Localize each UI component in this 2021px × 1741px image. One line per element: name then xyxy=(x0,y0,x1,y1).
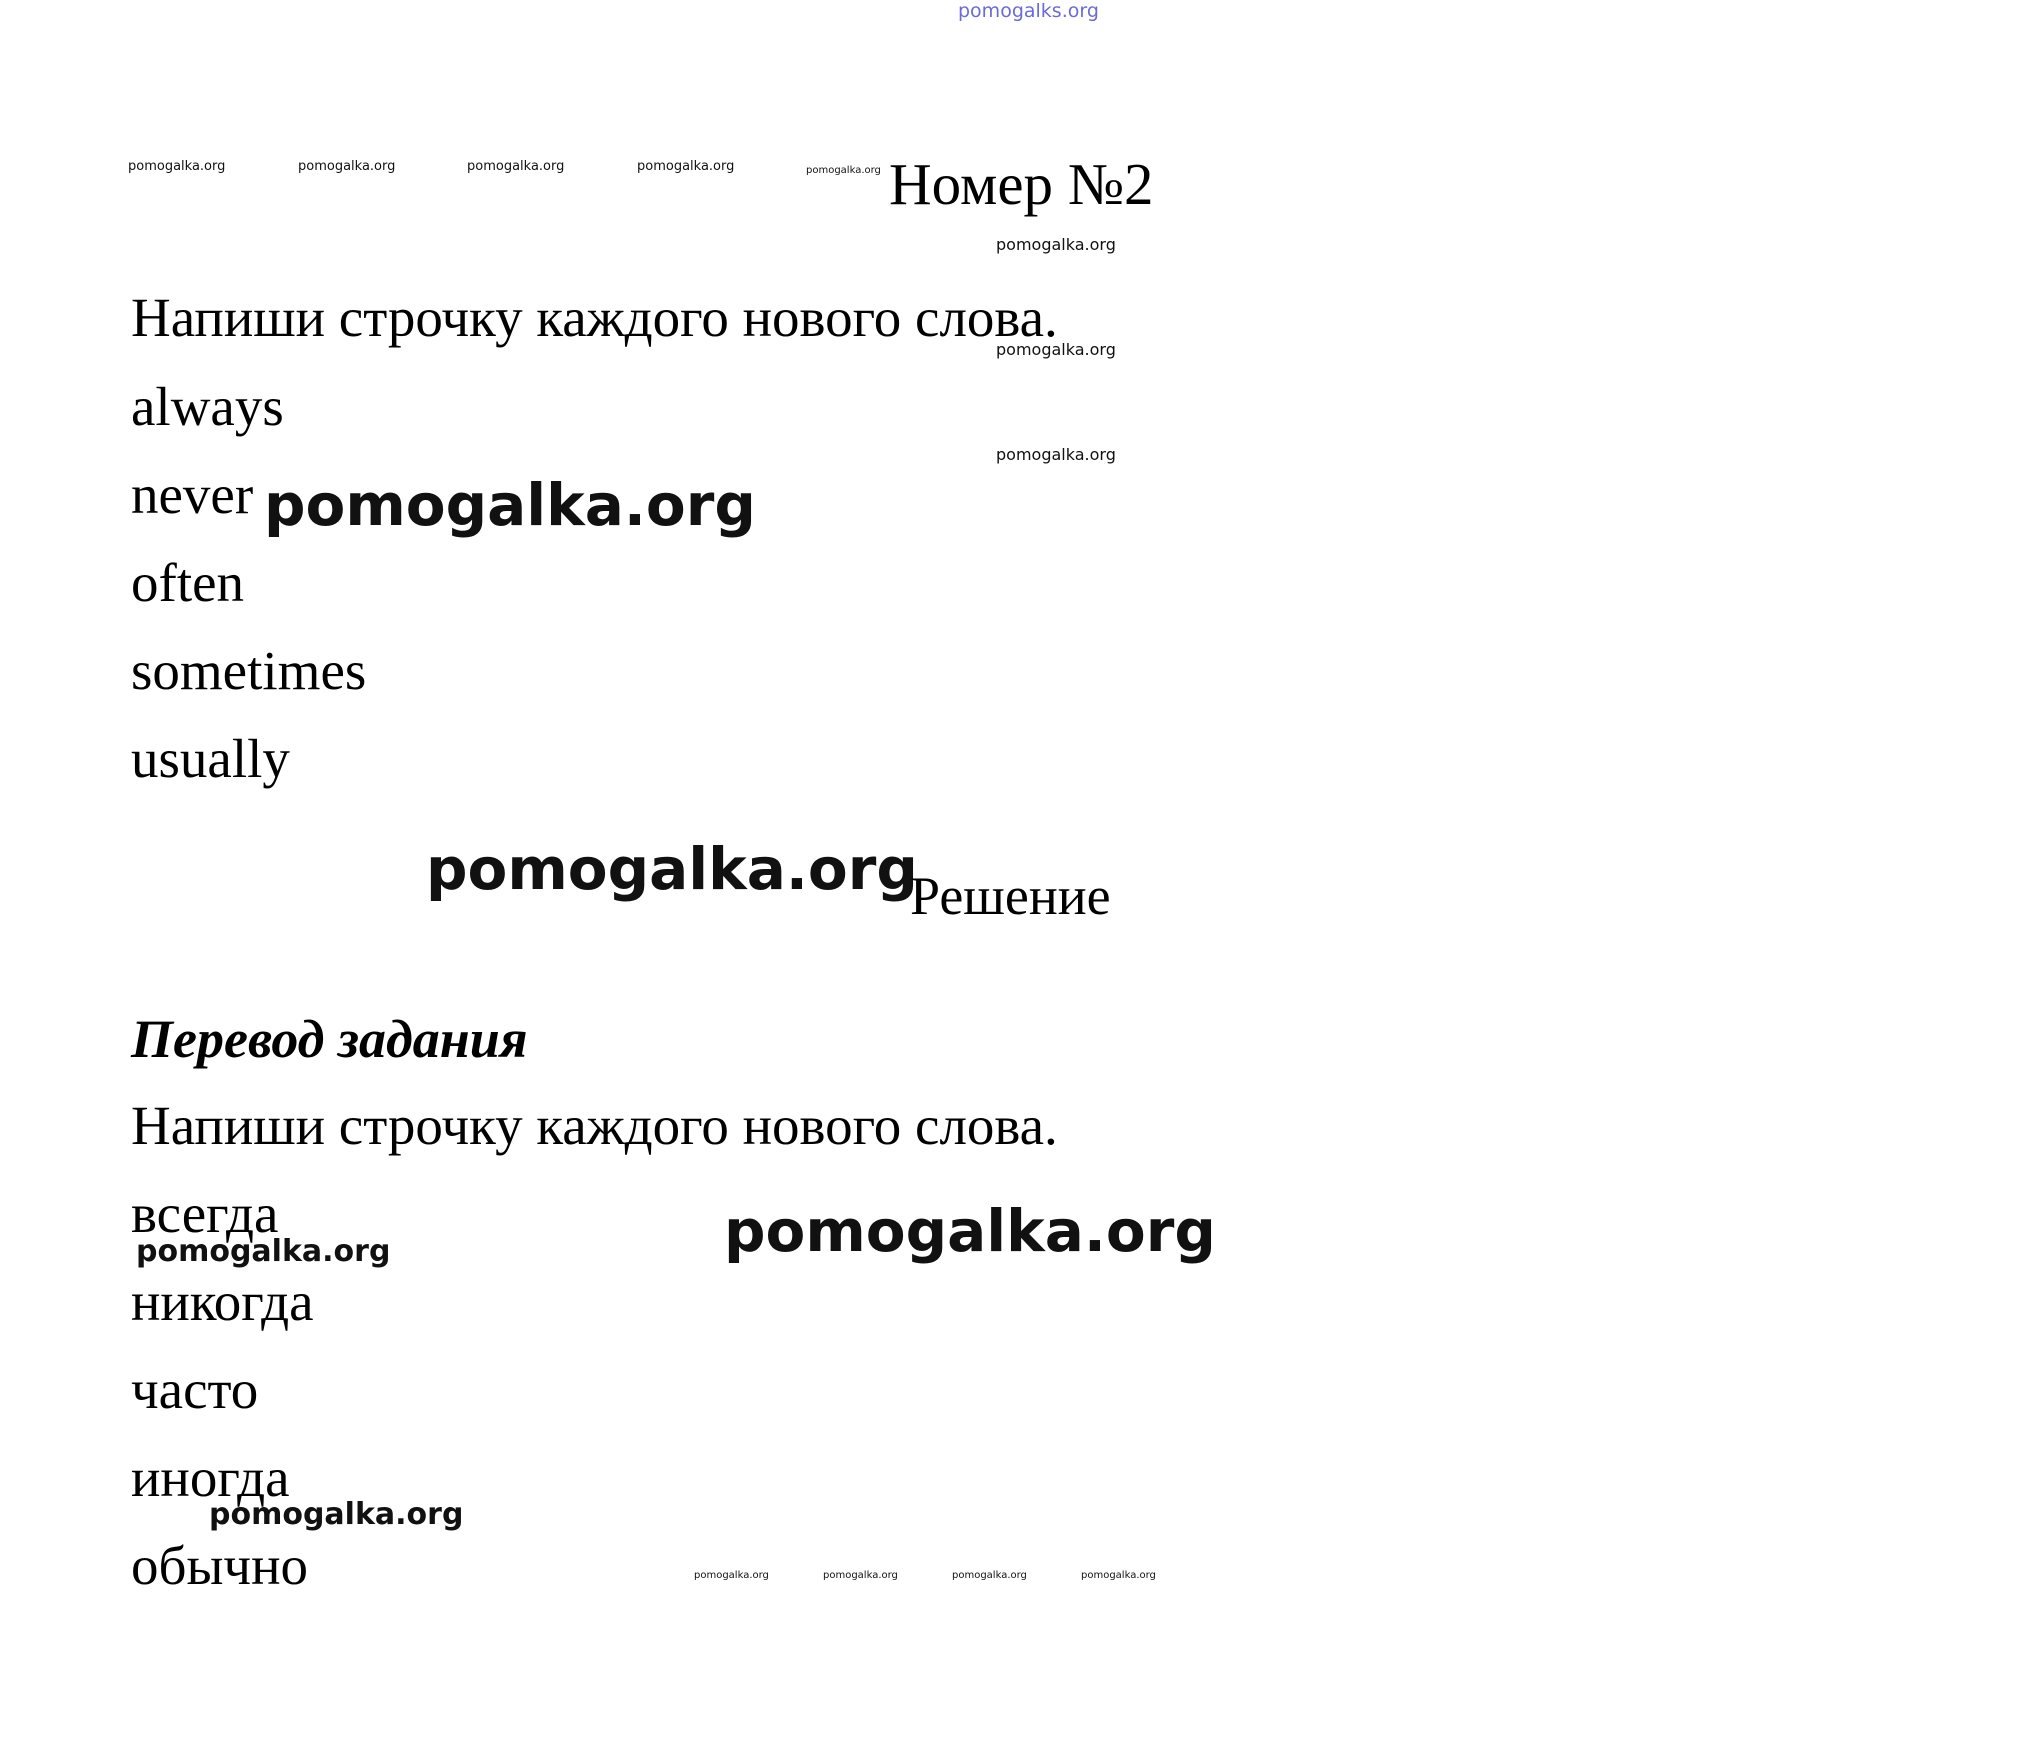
translation-word: обычно xyxy=(131,1535,309,1596)
watermark: pomogalka.org xyxy=(724,1197,1216,1265)
task-word: usually xyxy=(131,728,290,789)
watermark-top: pomogalks.org xyxy=(958,0,1099,22)
watermark: pomogalka.org xyxy=(426,835,918,903)
translation-word: никогда xyxy=(131,1271,314,1332)
translation-heading: Перевод задания xyxy=(131,1009,528,1069)
watermark: pomogalka.org xyxy=(996,445,1116,464)
watermark: pomogalka.org xyxy=(952,1570,1027,1581)
watermark: pomogalka.org xyxy=(637,159,735,174)
translation-word: всегда xyxy=(131,1183,279,1244)
task-word: always xyxy=(131,376,284,437)
watermark: pomogalka.org xyxy=(298,159,396,174)
task-word: sometimes xyxy=(131,640,367,701)
task-word: often xyxy=(131,552,245,613)
watermark: pomogalka.org xyxy=(1081,1570,1156,1581)
watermark: pomogalka.org xyxy=(128,159,226,174)
translation-instruction: Напиши строчку каждого нового слова. xyxy=(131,1095,1058,1156)
translation-word: иногда xyxy=(131,1447,290,1508)
watermark: pomogalka.org xyxy=(996,340,1116,359)
watermark: pomogalka.org xyxy=(996,235,1116,254)
watermark: pomogalka.org xyxy=(209,1497,464,1532)
page-title: Номер №2 xyxy=(889,151,1154,217)
watermark: pomogalka.org xyxy=(136,1234,391,1269)
watermark: pomogalka.org xyxy=(806,165,881,176)
task-instruction: Напиши строчку каждого нового слова. xyxy=(131,287,1058,348)
task-word: never xyxy=(131,464,254,525)
solution-label: Решение xyxy=(910,866,1111,926)
translation-word: часто xyxy=(131,1359,259,1420)
watermark: pomogalka.org xyxy=(823,1570,898,1581)
watermark: pomogalka.org xyxy=(467,159,565,174)
watermark: pomogalka.org xyxy=(264,471,756,539)
watermark: pomogalka.org xyxy=(694,1570,769,1581)
